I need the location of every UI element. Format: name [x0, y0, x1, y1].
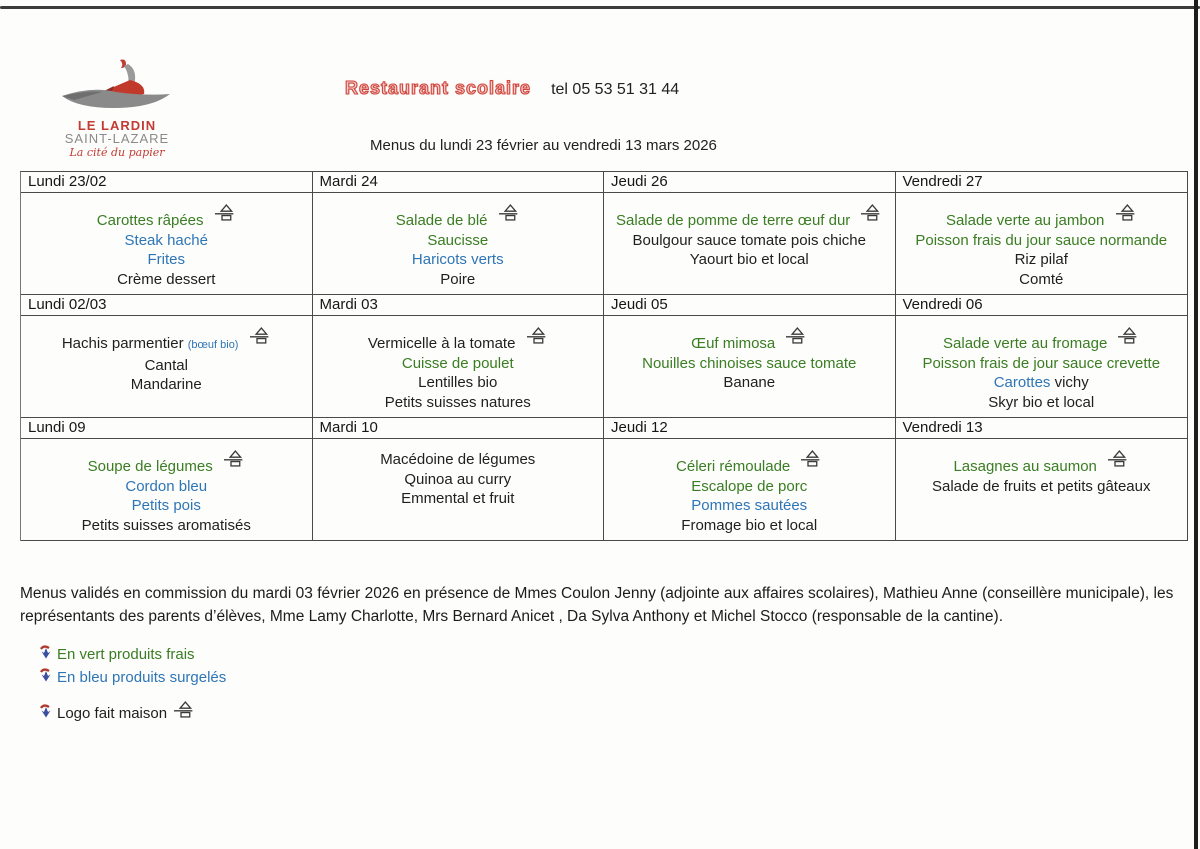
menu-item-text: Salade verte au fromage	[943, 335, 1108, 352]
menu-item-text: Poisson frais de jour sauce crevette	[922, 354, 1161, 372]
menu-item-text: Fromage bio et local	[681, 516, 818, 534]
fait-maison-icon	[786, 327, 807, 350]
menu-item-text: Haricots verts	[411, 251, 504, 268]
menu-item	[604, 231, 895, 251]
menu-item-text: Escalope de porc	[691, 477, 808, 495]
menu-item	[604, 496, 895, 516]
menu-item-text: Salade de pomme de terre œuf dur	[616, 212, 851, 229]
fait-maison-icon	[215, 204, 236, 227]
menu-item-text: Lentilles bio	[418, 374, 498, 391]
fait-maison-icon	[801, 450, 822, 473]
menu-item	[604, 450, 895, 477]
menu-item-text: Yaourt bio et local	[689, 251, 809, 268]
logo-tagline: La cité du papier	[69, 146, 165, 159]
menu-item	[21, 477, 312, 497]
menu-item-text: Comté	[1019, 270, 1064, 288]
menu-item-text: Cantal	[144, 356, 188, 374]
menu-item-text: Riz pilaf	[1014, 251, 1068, 268]
menu-item-text: Mandarine	[130, 376, 202, 393]
menu-day-cell	[21, 439, 313, 541]
menu-item-text: Saucisse	[427, 231, 489, 249]
paper-boat-logo-icon	[58, 58, 176, 120]
menu-item	[313, 250, 604, 270]
menu-item	[313, 270, 604, 290]
logo-town-name: LE LARDIN	[77, 118, 157, 133]
legend-bullet-icon	[40, 702, 52, 725]
menu-item	[896, 393, 1188, 413]
menu-day-cell	[604, 316, 896, 418]
menu-grid	[20, 171, 1188, 541]
menu-item	[604, 250, 895, 270]
menu-day-cell	[604, 439, 896, 541]
menu-item-text: Lasagnes au saumon	[953, 458, 1097, 475]
menu-item	[21, 270, 312, 290]
menu-item	[313, 204, 604, 231]
menu-day-cell	[896, 316, 1188, 418]
menu-item-text: Vermicelle à la tomate	[367, 335, 516, 352]
menu-item	[21, 496, 312, 516]
menu-item	[896, 354, 1188, 374]
menu-item	[313, 450, 604, 470]
menu-item-text: Frites	[147, 251, 185, 268]
day-header: Vendredi 06	[896, 295, 1188, 316]
menu-item-text: Salade verte au jambon	[945, 212, 1105, 229]
menu-item	[896, 270, 1188, 290]
menu-item	[604, 516, 895, 536]
legend-item	[40, 666, 226, 689]
menu-item-text: Salade de fruits et petits gâteaux	[932, 477, 1151, 495]
menu-item-text: Banane	[723, 374, 776, 391]
menu-day-cell	[21, 316, 313, 418]
scan-artifact-right-edge	[1194, 0, 1198, 849]
menu-item-text: Petits suisses aromatisés	[81, 516, 251, 534]
menu-item	[21, 356, 312, 376]
day-header: Lundi 02/03	[21, 295, 313, 316]
legend-item	[40, 643, 226, 666]
menu-item	[896, 450, 1188, 477]
town-logo	[52, 58, 182, 159]
menu-item	[21, 204, 312, 231]
day-header: Lundi 09	[21, 418, 313, 439]
day-header: Mardi 24	[313, 172, 605, 193]
legend-item-text: En vert produits frais	[57, 646, 195, 663]
menu-item	[604, 204, 895, 231]
menu-item	[604, 327, 895, 354]
menu-item	[896, 231, 1188, 251]
legend-bullet-icon	[40, 666, 52, 689]
menu-item-text: Carottes râpées	[96, 212, 204, 229]
day-header: Mardi 10	[313, 418, 605, 439]
menu-period-subtitle: Menus du lundi 23 février au vendredi 13 mars 2026	[370, 137, 717, 154]
menu-item-text: Emmental et fruit	[401, 490, 515, 507]
menu-item-text: (bœuf bio)	[187, 339, 239, 351]
fait-maison-icon	[224, 450, 245, 473]
menu-day-cell	[21, 193, 313, 295]
menu-item	[313, 354, 604, 374]
menu-item-text: Pommes sautées	[691, 497, 808, 514]
menu-item-text: Salade de blé	[395, 212, 488, 229]
legend	[40, 643, 226, 725]
menu-item-text: Quinoa au curry	[404, 470, 512, 488]
logo-town-name-2: SAINT-LAZARE	[64, 131, 170, 146]
menu-item-text: Crème dessert	[117, 270, 216, 288]
fait-maison-icon	[499, 204, 520, 227]
menu-item	[313, 231, 604, 251]
legend-item-text: En bleu produits surgelés	[57, 669, 227, 686]
fait-maison-icon	[1108, 450, 1129, 473]
menu-item	[896, 327, 1188, 354]
menu-item	[21, 375, 312, 395]
menu-item	[313, 327, 604, 354]
menu-item	[21, 327, 312, 356]
day-header: Vendredi 27	[896, 172, 1188, 193]
menu-item-text: Carottes	[993, 374, 1051, 391]
menu-item-text: Skyr bio et local	[988, 393, 1095, 411]
fait-maison-icon	[1116, 204, 1137, 227]
menu-item	[896, 373, 1188, 393]
fait-maison-icon	[250, 327, 271, 350]
menu-item	[896, 204, 1188, 231]
day-header: Lundi 23/02	[21, 172, 313, 193]
fait-maison-icon	[1118, 327, 1139, 350]
menu-item-text: Petits pois	[131, 497, 201, 514]
menu-day-cell	[313, 316, 605, 418]
menu-item-text: vichy	[1050, 374, 1089, 391]
header	[345, 78, 679, 99]
menu-item-text: Hachis parmentier	[61, 335, 188, 352]
menu-item	[604, 373, 895, 393]
menu-item	[313, 470, 604, 490]
menu-item	[21, 250, 312, 270]
day-header: Vendredi 13	[896, 418, 1188, 439]
menu-item	[21, 450, 312, 477]
menu-day-cell	[313, 439, 605, 541]
menu-day-cell	[896, 193, 1188, 295]
menu-item	[313, 373, 604, 393]
legend-item-text: Logo fait maison	[57, 704, 168, 722]
menu-item-text: Petits suisses natures	[384, 393, 531, 411]
day-header: Mardi 03	[313, 295, 605, 316]
menu-item	[896, 250, 1188, 270]
menu-item-text: Œuf mimosa	[691, 335, 776, 352]
menu-item-text: Cordon bleu	[125, 477, 208, 495]
day-header: Jeudi 12	[604, 418, 896, 439]
menu-item	[604, 354, 895, 374]
menu-item	[604, 477, 895, 497]
legend-item	[40, 701, 226, 725]
menu-item	[21, 516, 312, 536]
menu-item-text: Macédoine de légumes	[380, 451, 536, 468]
phone-number: tel 05 53 51 31 44	[551, 81, 680, 98]
fait-maison-icon	[174, 701, 195, 725]
legend-bullet-icon	[40, 643, 52, 666]
menu-day-cell	[604, 193, 896, 295]
menu-item-text: Céleri rémoulade	[676, 458, 791, 475]
page-title: Restaurant scolaire	[345, 78, 532, 98]
menu-item-text: Nouilles chinoises sauce tomate	[642, 354, 857, 372]
menu-item	[313, 489, 604, 509]
menu-item-text: Poire	[440, 270, 476, 288]
commission-note: Menus validés en commission du mardi 03 février 2026 en présence de Mmes Coulon Jenny (adjointe aux affaires scolaires), Mathieu Anne (conseillère municipale), les représentants des parents d’élèves, Mme Lamy Charlotte, Mrs Bernard Anicet , Da Sylva Anthony et Michel Stocco (responsable de la cantine).	[20, 585, 1174, 625]
menu-item-text: Soupe de légumes	[87, 458, 213, 475]
menu-item-text: Poisson frais du jour sauce normande	[915, 231, 1168, 249]
menu-item	[21, 231, 312, 251]
menu-day-cell	[896, 439, 1188, 541]
menu-day-cell	[313, 193, 605, 295]
day-header: Jeudi 26	[604, 172, 896, 193]
fait-maison-icon	[861, 204, 882, 227]
menu-item-text: Cuisse de poulet	[401, 354, 514, 372]
day-header: Jeudi 05	[604, 295, 896, 316]
menu-item-text: Steak haché	[124, 231, 208, 249]
menu-item-text: Boulgour sauce tomate pois chiche	[632, 231, 866, 249]
scan-artifact-top-line	[0, 6, 1200, 9]
fait-maison-icon	[527, 327, 548, 350]
menu-item	[896, 477, 1188, 497]
menu-item	[313, 393, 604, 413]
